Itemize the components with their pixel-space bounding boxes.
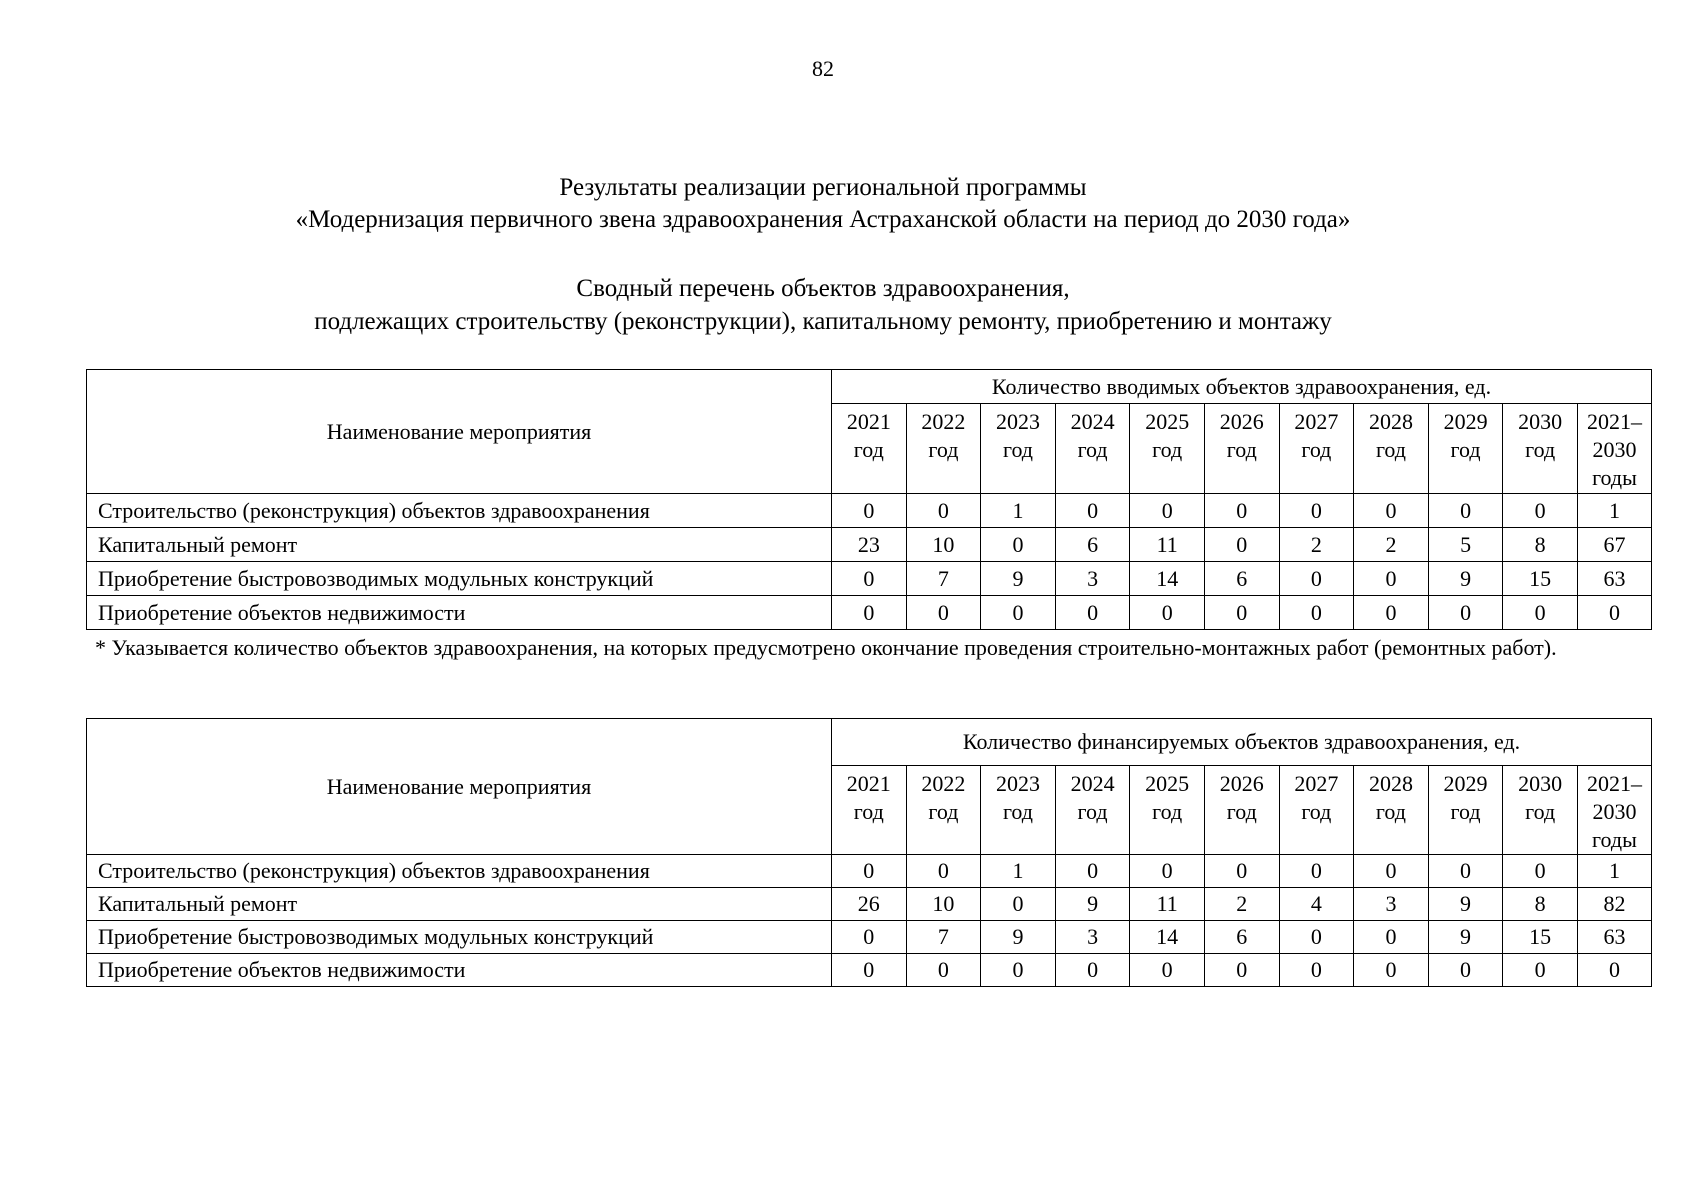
year-header-line: год [1226, 437, 1257, 462]
value-cell: 0 [981, 888, 1056, 921]
year-column-header [1577, 404, 1651, 494]
table-row [87, 562, 1652, 596]
value-cell: 3 [1354, 888, 1429, 921]
group-column-header: Количество вводимых объектов здравоохранения, ед. [832, 370, 1652, 404]
year-column-header [832, 766, 907, 855]
year-header-line: 2027 [1294, 771, 1339, 796]
value-cell: 0 [832, 596, 907, 630]
financed-objects-table [86, 718, 1652, 987]
value-cell: 14 [1130, 562, 1205, 596]
year-header-line: 2030 [1592, 799, 1637, 824]
subtitle-line-2: подлежащих строительству (реконструкции), капитальному ремонту, приобретению и монтажу [314, 308, 1332, 335]
row-name-cell: Приобретение быстровозводимых модульных конструкций [87, 921, 832, 954]
value-cell: 0 [1503, 494, 1578, 528]
year-column-header [1428, 766, 1503, 855]
value-cell: 15 [1503, 921, 1578, 954]
table-row [87, 596, 1652, 630]
year-column-header [1354, 404, 1429, 494]
year-header-line: 2026 [1219, 771, 1264, 796]
document-title [0, 172, 1646, 236]
value-cell: 0 [1204, 596, 1279, 630]
year-header-line: 2023 [996, 409, 1040, 434]
year-column-header [1354, 766, 1429, 855]
name-column-header: Наименование мероприятия [87, 719, 832, 855]
year-header-line: год [853, 437, 884, 462]
year-header-line: 2030 [1518, 771, 1563, 796]
value-cell: 3 [1055, 562, 1130, 596]
year-header-line: 2028 [1368, 771, 1413, 796]
year-header-line: 2025 [1145, 409, 1190, 434]
table-row [87, 494, 1652, 528]
row-name-cell: Капитальный ремонт [87, 888, 832, 921]
year-header-line: год [1450, 437, 1481, 462]
year-column-header [1577, 766, 1651, 855]
name-column-header: Наименование мероприятия [87, 370, 832, 494]
value-cell: 1 [981, 494, 1056, 528]
year-column-header [906, 404, 981, 494]
table-body [87, 494, 1652, 630]
commissioned-objects-table [86, 369, 1652, 630]
value-cell: 2 [1354, 528, 1429, 562]
year-header-line: 2024 [1070, 771, 1115, 796]
value-cell: 0 [1130, 855, 1205, 888]
value-cell: 1 [1577, 494, 1651, 528]
value-cell: 0 [1204, 494, 1279, 528]
value-cell: 0 [832, 562, 907, 596]
value-cell: 5 [1428, 528, 1503, 562]
year-header-line: год [1375, 437, 1406, 462]
title-line-1: Результаты реализации региональной программы [559, 174, 1087, 201]
year-header-line: годы [1592, 465, 1637, 490]
value-cell: 0 [1503, 596, 1578, 630]
value-cell: 0 [1130, 596, 1205, 630]
year-column-header [1503, 404, 1578, 494]
year-header-line: год [1002, 437, 1034, 462]
value-cell: 0 [906, 494, 981, 528]
value-cell: 0 [1279, 596, 1354, 630]
value-cell: 0 [1055, 494, 1130, 528]
value-cell: 23 [832, 528, 907, 562]
value-cell: 0 [981, 596, 1056, 630]
year-header-line: год [1525, 799, 1556, 824]
value-cell: 0 [1354, 921, 1429, 954]
value-cell: 0 [1279, 954, 1354, 987]
year-column-header [1428, 404, 1503, 494]
year-column-header [1055, 404, 1130, 494]
value-cell: 0 [906, 954, 981, 987]
table-row [87, 888, 1652, 921]
value-cell: 2 [1279, 528, 1354, 562]
value-cell: 6 [1204, 562, 1279, 596]
year-header-line: 2021 [846, 409, 891, 434]
year-column-header [1130, 404, 1205, 494]
value-cell: 0 [981, 528, 1056, 562]
page-number: 82 [812, 56, 834, 81]
year-header-line: 2021– [1586, 409, 1642, 434]
value-cell: 0 [1055, 855, 1130, 888]
value-cell: 82 [1577, 888, 1651, 921]
value-cell: 6 [1204, 921, 1279, 954]
year-header-line: 2024 [1070, 409, 1115, 434]
year-header-line: год [1152, 799, 1183, 824]
row-name-cell: Капитальный ремонт [87, 528, 832, 562]
value-cell: 26 [832, 888, 907, 921]
year-header-line: год [1525, 437, 1556, 462]
value-cell: 2 [1204, 888, 1279, 921]
value-cell: 9 [981, 562, 1056, 596]
year-header-line: год [1002, 799, 1033, 824]
year-header-line: 2027 [1294, 409, 1339, 434]
value-cell: 0 [1204, 855, 1279, 888]
value-cell: 7 [906, 562, 981, 596]
value-cell: 0 [1354, 494, 1429, 528]
year-header-line: 2021– [1586, 771, 1642, 796]
year-header-line: год [1450, 799, 1481, 824]
value-cell: 4 [1279, 888, 1354, 921]
value-cell: 0 [832, 494, 907, 528]
value-cell: 0 [1055, 596, 1130, 630]
year-column-header [1279, 766, 1354, 855]
year-header-line: 2023 [995, 771, 1040, 796]
year-header-line: 2022 [921, 409, 966, 434]
value-cell: 0 [1428, 954, 1503, 987]
value-cell: 0 [1354, 954, 1429, 987]
value-cell: 0 [1577, 954, 1651, 987]
value-cell: 10 [906, 528, 981, 562]
value-cell: 0 [1279, 921, 1354, 954]
row-name-cell: Строительство (реконструкция) объектов здравоохранения [87, 494, 832, 528]
year-header-line: 2026 [1219, 409, 1264, 434]
year-column-header [1279, 404, 1354, 494]
value-cell: 7 [906, 921, 981, 954]
value-cell: 0 [906, 855, 981, 888]
value-cell: 0 [1577, 596, 1651, 630]
value-cell: 0 [1204, 954, 1279, 987]
value-cell: 0 [1354, 855, 1429, 888]
value-cell: 0 [1428, 494, 1503, 528]
year-header-line: 2021 [846, 771, 891, 796]
value-cell: 0 [832, 921, 907, 954]
row-name-cell: Приобретение быстровозводимых модульных конструкций [87, 562, 832, 596]
year-header-line: год [928, 437, 959, 462]
year-header-line: год [1077, 437, 1108, 462]
table-body [87, 855, 1652, 987]
value-cell: 11 [1130, 528, 1205, 562]
value-cell: 15 [1503, 562, 1578, 596]
value-cell: 9 [1428, 921, 1503, 954]
subtitle-line-1: Сводный перечень объектов здравоохранения, [576, 275, 1070, 302]
value-cell: 9 [981, 921, 1056, 954]
year-header-line: 2030 [1518, 409, 1563, 434]
value-cell: 0 [1130, 954, 1205, 987]
value-cell: 0 [1279, 562, 1354, 596]
year-header-line: 2030 [1592, 437, 1637, 462]
value-cell: 8 [1503, 528, 1578, 562]
year-header-line: 2022 [921, 771, 966, 796]
value-cell: 0 [1428, 855, 1503, 888]
value-cell: 6 [1055, 528, 1130, 562]
value-cell: 67 [1577, 528, 1651, 562]
value-cell: 1 [981, 855, 1056, 888]
value-cell: 0 [906, 596, 981, 630]
table-row [87, 855, 1652, 888]
value-cell: 10 [906, 888, 981, 921]
value-cell: 9 [1428, 888, 1503, 921]
year-header-line: год [1301, 799, 1332, 824]
year-header-line: год [1226, 799, 1257, 824]
value-cell: 0 [1503, 954, 1578, 987]
value-cell: 0 [1354, 596, 1429, 630]
value-cell: 0 [1503, 855, 1578, 888]
year-column-header [1055, 766, 1130, 855]
document-subtitle [0, 272, 1646, 338]
year-header-line: год [1152, 437, 1183, 462]
year-column-header [981, 766, 1056, 855]
year-header-line: год [1301, 437, 1332, 462]
year-header-line: год [1077, 799, 1108, 824]
year-header-line: 2029 [1443, 409, 1488, 434]
group-column-header: Количество финансируемых объектов здравоохранения, ед. [832, 719, 1652, 766]
value-cell: 63 [1577, 562, 1651, 596]
year-column-header [1130, 766, 1205, 855]
year-header-line: 2025 [1145, 771, 1190, 796]
year-header-line: год [928, 799, 959, 824]
value-cell: 0 [1279, 855, 1354, 888]
value-cell: 9 [1055, 888, 1130, 921]
value-cell: 8 [1503, 888, 1578, 921]
value-cell: 11 [1130, 888, 1205, 921]
year-column-header [1204, 766, 1279, 855]
value-cell: 0 [1055, 954, 1130, 987]
year-column-header [1503, 766, 1578, 855]
year-header-line: год [853, 799, 884, 824]
year-header-line: год [1375, 799, 1406, 824]
value-cell: 0 [981, 954, 1056, 987]
year-header-line: годы [1592, 827, 1637, 852]
value-cell: 0 [1204, 528, 1279, 562]
year-header-line: 2029 [1443, 771, 1488, 796]
row-name-cell: Приобретение объектов недвижимости [87, 954, 832, 987]
year-column-header [832, 404, 907, 494]
row-name-cell: Приобретение объектов недвижимости [87, 596, 832, 630]
table-row [87, 921, 1652, 954]
value-cell: 63 [1577, 921, 1651, 954]
value-cell: 0 [1354, 562, 1429, 596]
table-row [87, 954, 1652, 987]
value-cell: 0 [1130, 494, 1205, 528]
value-cell: 0 [832, 855, 907, 888]
value-cell: 3 [1055, 921, 1130, 954]
value-cell: 0 [832, 954, 907, 987]
value-cell: 0 [1428, 596, 1503, 630]
value-cell: 0 [1279, 494, 1354, 528]
value-cell: 1 [1577, 855, 1651, 888]
value-cell: 14 [1130, 921, 1205, 954]
footnote: * Указывается количество объектов здравоохранения, на которых предусмотрено окончание проведения строительно-монтажных работ (ремонтных работ). [95, 635, 1557, 660]
table-row [87, 528, 1652, 562]
year-header-line: 2028 [1368, 409, 1413, 434]
row-name-cell: Строительство (реконструкция) объектов здравоохранения [87, 855, 832, 888]
year-column-header [981, 404, 1056, 494]
value-cell: 9 [1428, 562, 1503, 596]
year-column-header [1204, 404, 1279, 494]
year-column-header [906, 766, 981, 855]
title-line-2: «Модернизация первичного звена здравоохранения Астраханской области на период до 2030 года» [295, 206, 1351, 233]
